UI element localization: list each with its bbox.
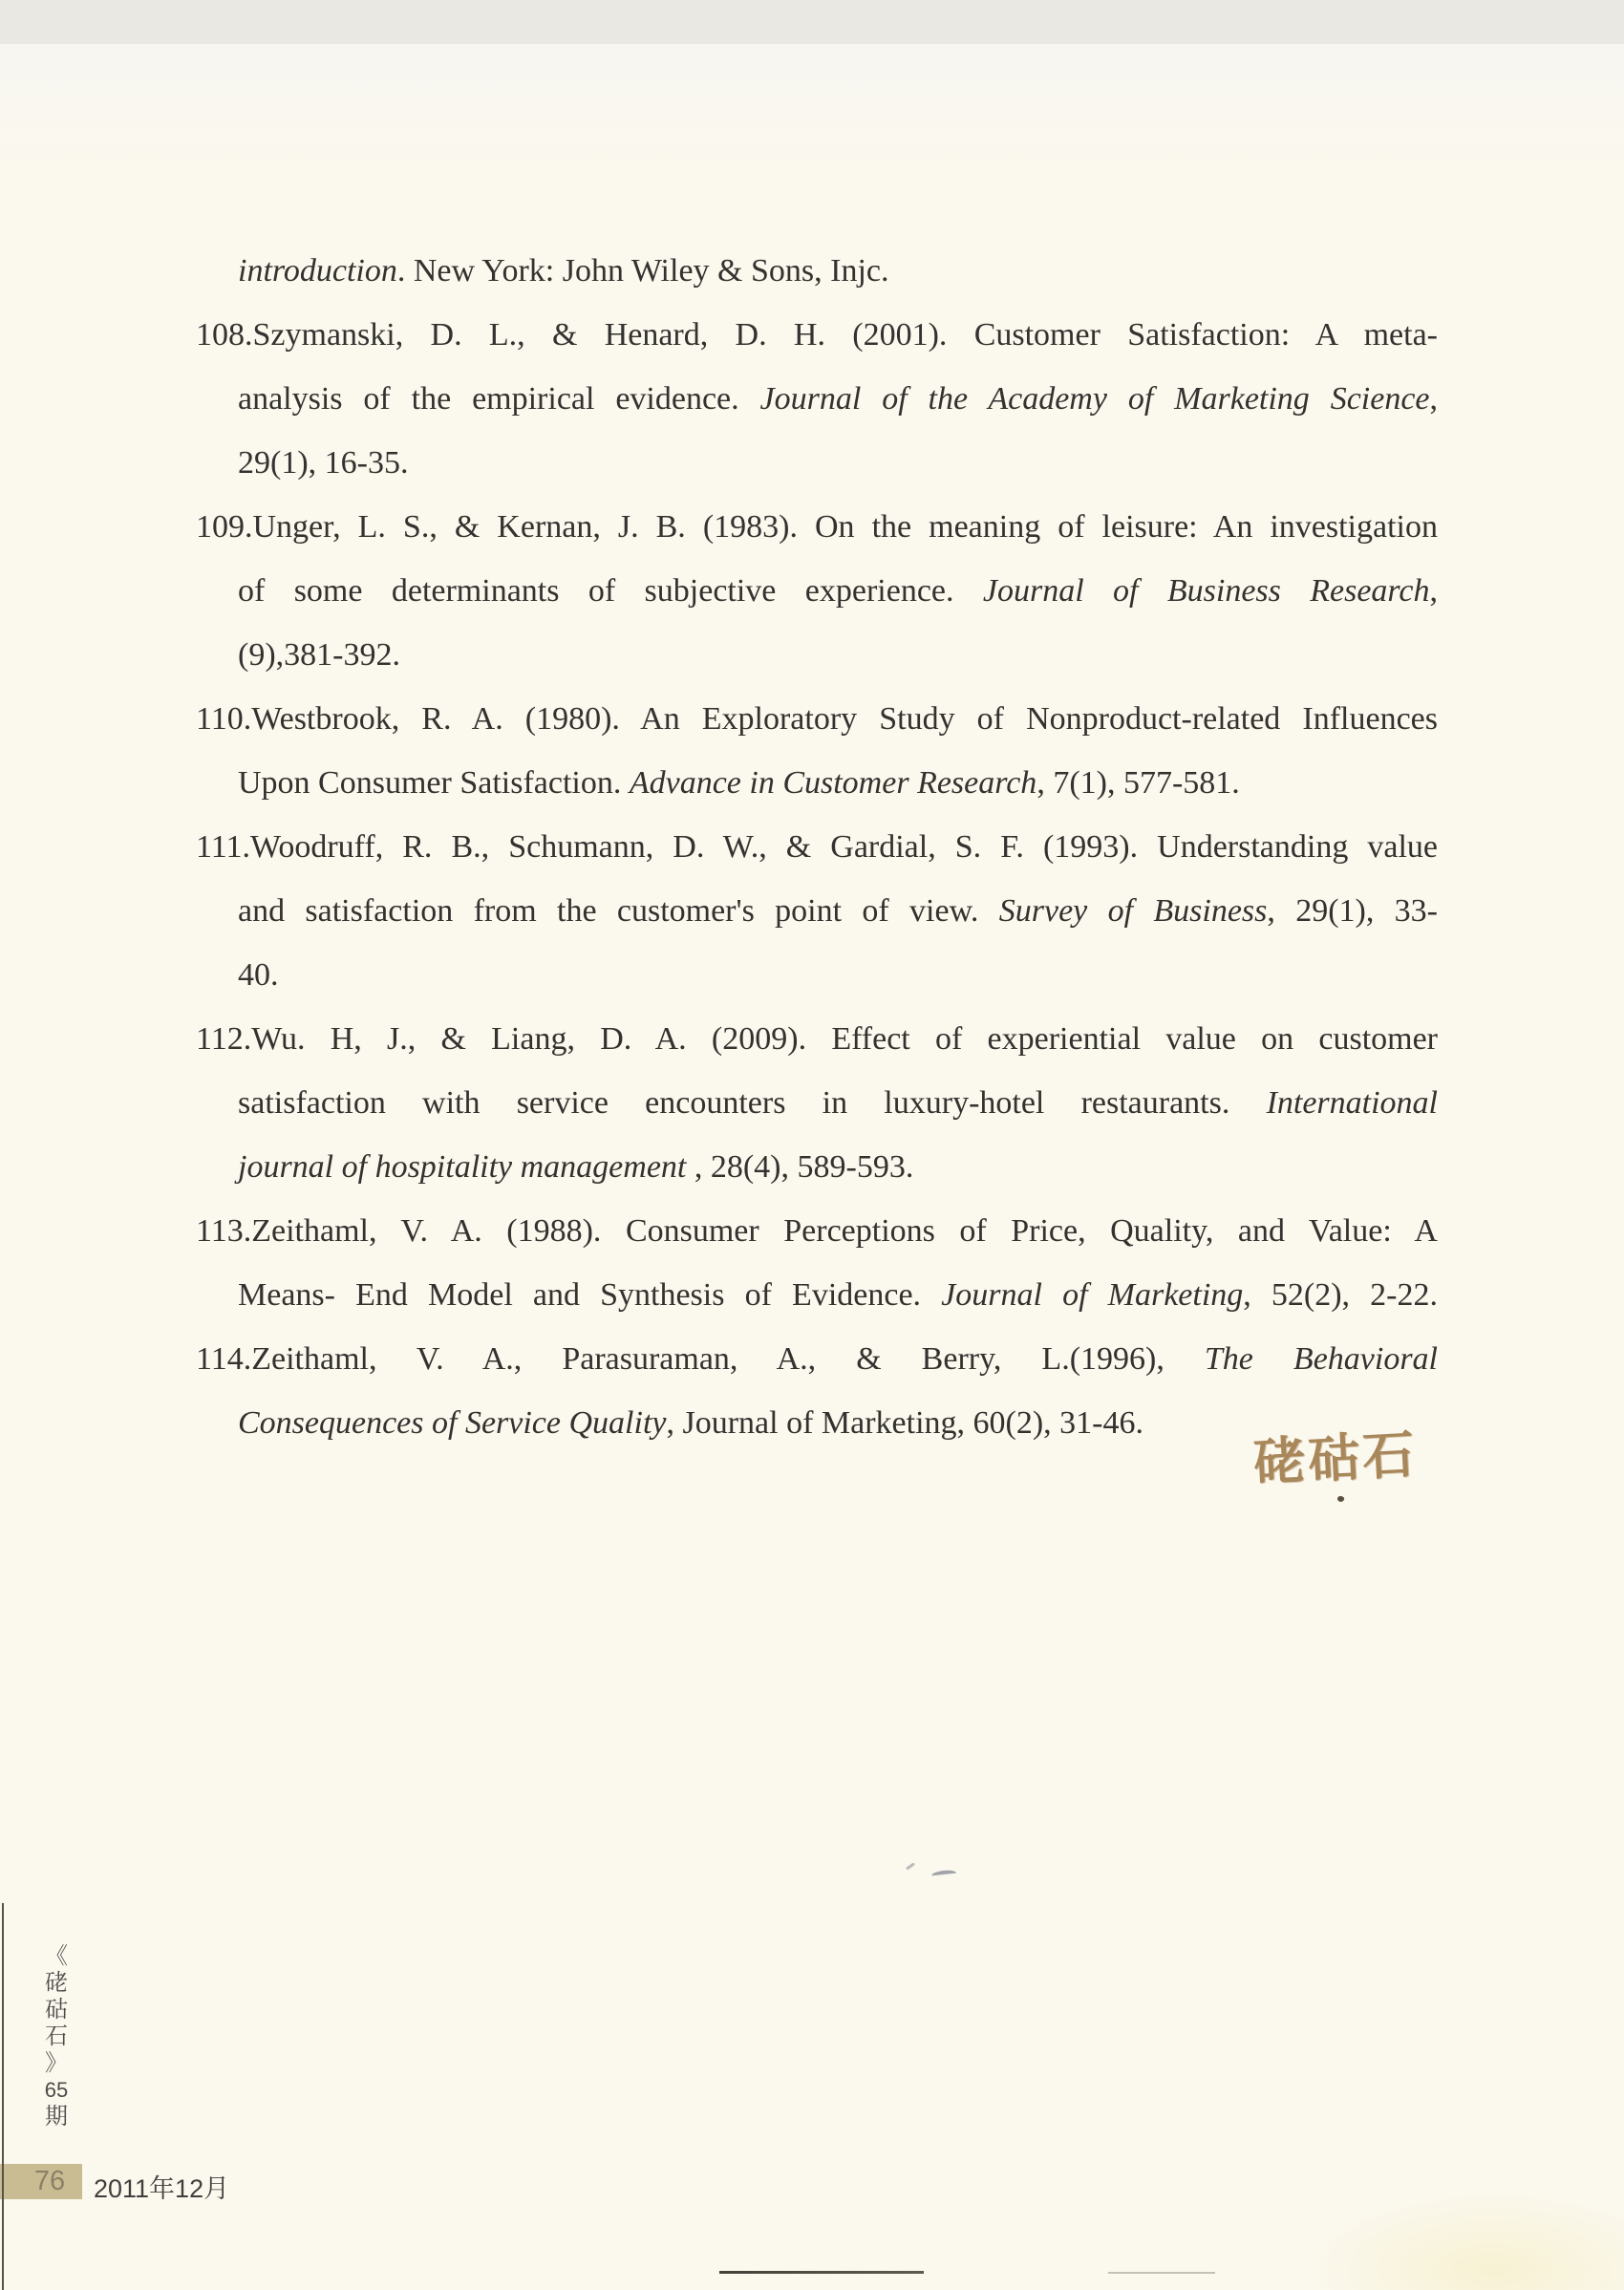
paper-highlight [0, 44, 1624, 168]
journal-title-char: 《 [45, 1943, 68, 1969]
reference-line [196, 815, 1438, 879]
journal-title-char: 》 [45, 2050, 68, 2076]
reference-text: 111.Woodruff, R. B., Schumann, D. W., & Gardial, S. F. (1993). Understanding value [196, 829, 1438, 865]
reference-text: 114.Zeithaml, V. A., Parasuraman, A., & Berry, L.(1996), [196, 1341, 1205, 1377]
journal-title-char: 𥑮 [45, 1997, 68, 2022]
reference-item [196, 687, 1438, 815]
reference-italic-text: International [1266, 1085, 1438, 1121]
reference-text: of some determinants of subjective experience. [238, 573, 983, 609]
reference-line [196, 1263, 1438, 1327]
reference-item [196, 1007, 1438, 1199]
reference-item [196, 495, 1438, 687]
page-number: 76 [33, 2166, 66, 2196]
reference-italic-text: Journal of the Academy of Marketing Science [759, 381, 1430, 417]
reference-text: , 7(1), 577-581. [1036, 765, 1240, 801]
reference-line [196, 303, 1438, 367]
reference-line [196, 943, 1438, 1007]
references-list [196, 239, 1438, 1455]
paper-smudge [1299, 2188, 1624, 2290]
reference-line [196, 1199, 1438, 1263]
reference-text: 108.Szymanski, D. L., & Henard, D. H. (2001). Customer Satisfaction: A meta- [196, 317, 1438, 353]
reference-line [196, 879, 1438, 943]
reference-text: 40. [238, 957, 279, 993]
reference-text: , 29(1), 33- [1267, 893, 1438, 929]
reference-line [196, 751, 1438, 815]
reference-text: Upon Consumer Satisfaction. [238, 765, 630, 801]
reference-italic-text: journal of hospitality management [238, 1149, 687, 1185]
reference-text: . New York: John Wiley & Sons, Injc. [396, 253, 889, 289]
scan-left-rule [2, 1903, 4, 2290]
reference-italic-text: Survey of Business [998, 893, 1268, 929]
reference-italic-text: Advance in Customer Research [629, 765, 1037, 801]
reference-item [196, 815, 1438, 1007]
reference-italic-text: Journal of Marketing [941, 1277, 1244, 1313]
reference-text: (9),381-392. [238, 637, 400, 673]
reference-line [196, 1071, 1438, 1135]
journal-title-char: 期 [45, 2104, 68, 2129]
scan-top-band [0, 0, 1624, 44]
reference-italic-text: Consequences of Service Quality [238, 1405, 667, 1441]
reference-text: and satisfaction from the customer's point of view. [238, 893, 999, 929]
journal-stamp-calligraphy: 硓𥑮石 [1251, 1425, 1419, 1492]
reference-italic-text: Journal of Business Research [982, 573, 1430, 609]
journal-title-char: 石 [45, 2023, 68, 2049]
reference-text: 113.Zeithaml, V. A. (1988). Consumer Perceptions of Price, Quality, and Value: A [196, 1213, 1438, 1249]
reference-line [196, 1327, 1438, 1391]
scan-bottom-line [719, 2271, 924, 2274]
reference-text: 109.Unger, L. S., & Kernan, J. B. (1983). On the meaning of leisure: An investigation [196, 509, 1438, 545]
reference-line [196, 367, 1438, 431]
scan-bottom-line-faint [1108, 2272, 1215, 2274]
reference-line [196, 1135, 1438, 1199]
issue-date: 2011年12月 [94, 2174, 230, 2203]
reference-line [196, 623, 1438, 687]
reference-line [196, 559, 1438, 623]
reference-italic-text: The Behavioral [1204, 1341, 1439, 1377]
ink-dot [1336, 1495, 1345, 1503]
reference-text: 29(1), 16-35. [238, 445, 409, 481]
journal-title-char: 65 [44, 2078, 69, 2102]
reference-text: 112.Wu. H, J., & Liang, D. A. (2009). Effect of experiential value on customer [196, 1021, 1438, 1057]
journal-title-vertical [40, 1943, 73, 2130]
reference-line [196, 1007, 1438, 1071]
reference-text: , 28(4), 589-593. [686, 1149, 914, 1185]
reference-text: , [1429, 381, 1438, 417]
reference-line [196, 239, 1438, 303]
reference-italic-text: introduction [238, 253, 397, 289]
pencil-mark [906, 1862, 915, 1870]
reference-text: Means- End Model and Synthesis of Evidence. [238, 1277, 942, 1313]
reference-item [196, 303, 1438, 495]
reference-text: , Journal of Marketing, 60(2), 31-46. [666, 1405, 1143, 1441]
reference-line [196, 495, 1438, 559]
journal-title-char: 硓 [45, 1970, 68, 1996]
reference-item [196, 239, 1438, 303]
reference-text: , 52(2), 2-22. [1243, 1277, 1439, 1313]
page-number-badge [0, 2164, 82, 2199]
reference-text: , [1429, 573, 1438, 609]
reference-line [196, 431, 1438, 495]
pencil-mark [931, 1870, 956, 1876]
reference-item [196, 1199, 1438, 1327]
reference-line [196, 687, 1438, 751]
reference-text: satisfaction with service encounters in luxury-hotel restaurants. [238, 1085, 1267, 1121]
reference-text: analysis of the empirical evidence. [238, 381, 760, 417]
reference-text: 110.Westbrook, R. A. (1980). An Exploratory Study of Nonproduct-related Influences [196, 701, 1438, 737]
